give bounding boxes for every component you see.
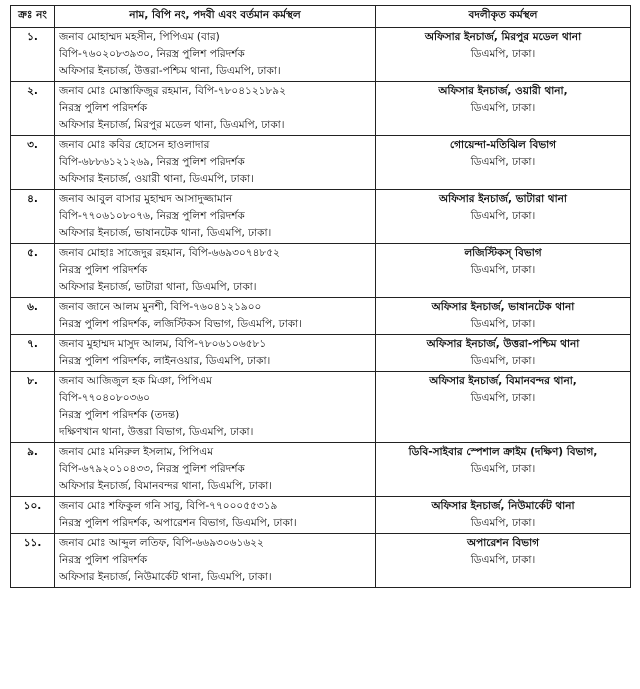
table-row xyxy=(11,335,631,372)
name-details-line: দক্ষিণখান থানা, উত্তরা বিভাগ, ডিএমপি, ঢাকা। xyxy=(59,426,254,438)
header-serial: ক্রঃ নং xyxy=(11,6,55,28)
name-details-line: বিপি-৬৮৮৬১২১২৬৯, নিরস্ত্র পুলিশ পরিদর্শক xyxy=(59,156,245,168)
table-body xyxy=(11,28,631,588)
name-details-cell xyxy=(55,372,376,443)
new-post-line: ডিবি-সাইবার স্পেশাল ক্রাইম (দক্ষিণ) বিভাগ, xyxy=(408,446,598,458)
name-details-line: বিপি-৬৭৯২০১০৪৩৩, নিরস্ত্র পুলিশ পরিদর্শক xyxy=(59,463,245,475)
table-row xyxy=(11,82,631,136)
name-details-cell xyxy=(55,82,376,136)
new-post-cell xyxy=(376,335,631,372)
table-row xyxy=(11,372,631,443)
new-post-line: ডিএমপি, ঢাকা। xyxy=(470,264,536,276)
new-post-line: অফিসার ইনচার্জ, বিমানবন্দর থানা, xyxy=(429,375,577,387)
name-details-line: বিপি-৭৬০২০৮৩৯৩০, নিরস্ত্র পুলিশ পরিদর্শক xyxy=(59,48,245,60)
serial-cell: ৮. xyxy=(11,372,55,443)
name-details-cell xyxy=(55,28,376,82)
serial-cell: ৪. xyxy=(11,190,55,244)
new-post-cell xyxy=(376,372,631,443)
serial-cell: ১০. xyxy=(11,497,55,534)
name-details-line: জনাব মোঃ কবির হোসেন হাওলাদার xyxy=(59,139,210,151)
table-row xyxy=(11,443,631,497)
new-post-cell xyxy=(376,443,631,497)
name-details-cell xyxy=(55,298,376,335)
name-details-line: অফিসার ইনচার্জ, মিরপুর মডেল থানা, ডিএমপি, ঢাকা। xyxy=(59,119,285,131)
name-details-line: বিপি-৭৭০৬১০৮০৭৬, নিরস্ত্র পুলিশ পরিদর্শক xyxy=(59,210,245,222)
name-details-cell xyxy=(55,497,376,534)
table-row xyxy=(11,497,631,534)
name-details-line: জনাব আবুল বাসার মুহাম্মদ আসাদুজ্জামান xyxy=(59,193,233,205)
new-post-line: ডিএমপি, ঢাকা। xyxy=(470,554,536,566)
name-details-line: অফিসার ইনচার্জ, ভাষানটেক থানা, ডিএমপি, ঢাকা। xyxy=(59,227,272,239)
name-details-cell xyxy=(55,443,376,497)
new-post-line: অফিসার ইনচার্জ, ভাষানটেক থানা xyxy=(431,301,575,313)
name-details-line: নিরস্ত্র পুলিশ পরিদর্শক, অপারেশন বিভাগ, ডিএমপি, ঢাকা। xyxy=(59,517,297,529)
new-post-line: অফিসার ইনচার্জ, নিউমার্কেট থানা xyxy=(431,500,575,512)
new-post-line: লজিস্টিকস্ বিভাগ xyxy=(464,247,542,259)
name-details-line: নিরস্ত্র পুলিশ পরিদর্শক xyxy=(59,264,148,276)
name-details-line: নিরস্ত্র পুলিশ পরিদর্শক, লজিস্টিকস বিভাগ, ডিএমপি, ঢাকা। xyxy=(59,318,302,330)
serial-cell: ১. xyxy=(11,28,55,82)
new-post-cell xyxy=(376,497,631,534)
name-details-cell xyxy=(55,244,376,298)
name-details-line: জনাব মোঃ আব্দুল লতিফ, বিপি-৬৬৯৩০৬১৬২২ xyxy=(59,537,264,549)
table-row xyxy=(11,190,631,244)
name-details-line: অফিসার ইনচার্জ, বিমানবন্দর থানা, ডিএমপি, ঢাকা। xyxy=(59,480,273,492)
new-post-line: অফিসার ইনচার্জ, ভাটারা থানা xyxy=(439,193,567,205)
name-details-line: অফিসার ইনচার্জ, ভাটারা থানা, ডিএমপি, ঢাকা। xyxy=(59,281,257,293)
serial-cell: ৯. xyxy=(11,443,55,497)
name-details-line: অফিসার ইনচার্জ, ওয়ারী থানা, ডিএমপি, ঢাকা। xyxy=(59,173,254,185)
serial-cell: ১১. xyxy=(11,534,55,588)
transfer-table xyxy=(10,5,631,588)
name-details-line: জনাব মোহাম্মদ মহসীন, পিপিএম (বার) xyxy=(59,31,220,43)
table-row xyxy=(11,298,631,335)
new-post-line: ডিএমপি, ঢাকা। xyxy=(470,517,536,529)
new-post-cell xyxy=(376,534,631,588)
name-details-line: নিরস্ত্র পুলিশ পরিদর্শক (তদন্ত) xyxy=(59,409,180,421)
name-details-cell xyxy=(55,136,376,190)
table-header-row xyxy=(11,6,631,28)
name-details-cell xyxy=(55,190,376,244)
serial-cell: ৩. xyxy=(11,136,55,190)
new-post-line: ডিএমপি, ঢাকা। xyxy=(470,210,536,222)
new-post-line: ডিএমপি, ঢাকা। xyxy=(470,102,536,114)
name-details-line: নিরস্ত্র পুলিশ পরিদর্শক xyxy=(59,102,148,114)
table-row xyxy=(11,534,631,588)
name-details-line: নিরস্ত্র পুলিশ পরিদর্শক, লাইনওয়ার, ডিএমপি, ঢাকা। xyxy=(59,355,271,367)
new-post-line: ডিএমপি, ঢাকা। xyxy=(470,156,536,168)
name-details-cell xyxy=(55,335,376,372)
new-post-line: গোয়েন্দা-মতিঝিল বিভাগ xyxy=(449,139,557,151)
name-details-line: জনাব মোঃ মোস্তাফিজুর রহমান, বিপি-৭৮০৪১২১৮৯২ xyxy=(59,85,286,97)
table-row xyxy=(11,28,631,82)
new-post-cell xyxy=(376,190,631,244)
new-post-line: অফিসার ইনচার্জ, ওয়ারী থানা, xyxy=(438,85,568,97)
new-post-line: ডিএমপি, ঢাকা। xyxy=(470,318,536,330)
new-post-cell xyxy=(376,82,631,136)
name-details-line: অফিসার ইনচার্জ, নিউমার্কেট থানা, ডিএমপি, ঢাকা। xyxy=(59,571,272,583)
serial-cell: ২. xyxy=(11,82,55,136)
new-post-line: অফিসার ইনচার্জ, উত্তরা-পশ্চিম থানা xyxy=(426,338,580,350)
name-details-line: অফিসার ইনচার্জ, উত্তরা-পশ্চিম থানা, ডিএমপি, ঢাকা। xyxy=(59,65,281,77)
name-details-line: জনাব জানে আলম মুনশী, বিপি-৭৬০৪১২১৯০০ xyxy=(59,301,262,313)
new-post-cell xyxy=(376,244,631,298)
name-details-line: জনাব মুহাম্মদ মাসুদ আলম, বিপি-৭৮০৬১০৬৫৮১ xyxy=(59,338,267,350)
new-post-line: ডিএমপি, ঢাকা। xyxy=(470,355,536,367)
new-post-cell xyxy=(376,28,631,82)
name-details-line: নিরস্ত্র পুলিশ পরিদর্শক xyxy=(59,554,148,566)
header-new-post: বদলীকৃত কর্মস্থল xyxy=(376,6,631,28)
new-post-cell xyxy=(376,298,631,335)
name-details-line: জনাব মোঃ মনিরুল ইসলাম, পিপিএম xyxy=(59,446,214,458)
new-post-line: অপারেশন বিভাগ xyxy=(467,537,539,549)
new-post-line: অফিসার ইনচার্জ, মিরপুর মডেল থানা xyxy=(424,31,582,43)
new-post-line: ডিএমপি, ঢাকা। xyxy=(470,392,536,404)
name-details-cell xyxy=(55,534,376,588)
new-post-line: ডিএমপি, ঢাকা। xyxy=(470,48,536,60)
name-details-line: জনাব মোহাঃ সাজেদুর রহমান, বিপি-৬৬৯৩০৭৪৮৫২ xyxy=(59,247,280,259)
name-details-line: জনাব মোঃ শফিকুল গনি সাবু, বিপি-৭৭০০০৫৫৩১৯ xyxy=(59,500,278,512)
new-post-line: ডিএমপি, ঢাকা। xyxy=(470,463,536,475)
table-row xyxy=(11,136,631,190)
header-name-details: নাম, বিপি নং, পদবী এবং বর্তমান কর্মস্থল xyxy=(55,6,376,28)
table-row xyxy=(11,244,631,298)
new-post-cell xyxy=(376,136,631,190)
serial-cell: ৭. xyxy=(11,335,55,372)
name-details-line: বিপি-৭৭০৪০৮০৩৬০ xyxy=(59,392,151,404)
serial-cell: ৫. xyxy=(11,244,55,298)
name-details-line: জনাব আজিজুল হক মিঞা, পিপিএম xyxy=(59,375,213,387)
serial-cell: ৬. xyxy=(11,298,55,335)
